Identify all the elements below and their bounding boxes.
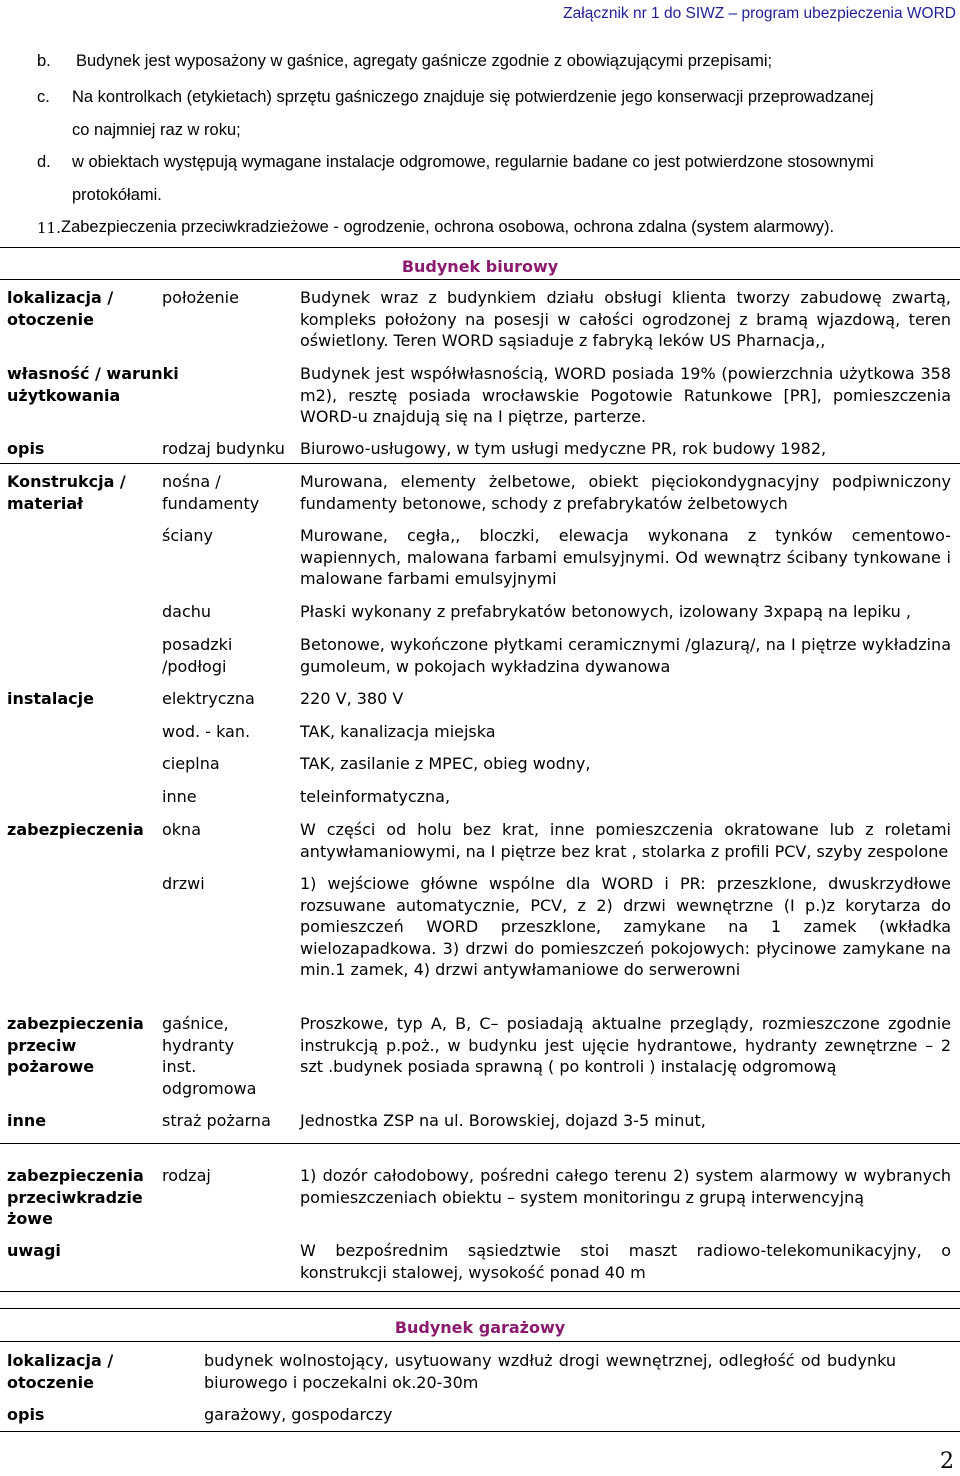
list-marker-c: c. bbox=[37, 88, 50, 106]
row-okna-sub: okna bbox=[162, 820, 201, 839]
row-wlasnosc-label: własność / warunki użytkowania bbox=[7, 364, 179, 405]
row-divider bbox=[0, 463, 960, 464]
row-opis-label: opis bbox=[7, 439, 45, 458]
list-item-11: Zabezpieczenia przeciwkradzieżowe - ogrodzenie, ochrona osobowa, ochrona zdalna (system alarmowy). bbox=[61, 218, 835, 236]
row-elektryczna-value: 220 V, 380 V bbox=[300, 689, 404, 708]
row-instalacje-label: instalacje bbox=[7, 689, 94, 708]
row-przeciwkradziezowe-sub: rodzaj bbox=[162, 1166, 211, 1185]
row-g-opis-label: opis bbox=[7, 1405, 45, 1424]
row-konstrukcja-label: Konstrukcja / materiał bbox=[7, 472, 126, 513]
row-cieplna-value: TAK, zasilanie z MPEC, obieg wodny, bbox=[300, 754, 591, 773]
row-wlasnosc-value: Budynek jest współwłasnością, WORD posiada 19% (powierzchnia użytkowa 358 m2), resztę posiada wrocławskie Pogotowie Ratunkowe [PR], pomieszczenia WORD-u znajdują się na I piętrze, parterze. bbox=[300, 364, 951, 427]
row-lokalizacja-label: lokalizacja / otoczenie bbox=[7, 288, 114, 329]
table-title-garazowy: Budynek garażowy bbox=[394, 1318, 566, 1337]
table-header-border bbox=[0, 279, 960, 280]
row-ppoz-value: Proszkowe, typ A, B, C– posiadają aktualne przeglądy, rozmieszczone zgodnie instrukcją p.poż., w budynku jest ujęcie hydrantowe, hydranty zewnętrzne – 2 szt .budynek posiada sprawną ( po kontroli ) instalację odgromową bbox=[300, 1014, 951, 1077]
row-inne-label: inne bbox=[7, 1111, 47, 1130]
row-przeciwkradziezowe-value: 1) dozór całodobowy, pośredni całego terenu 2) system alarmowy w wybranych pomieszczeniach obiektu – system monitoringu z grupą interwencyjną bbox=[300, 1166, 951, 1207]
table-title-biurowy: Budynek biurowy bbox=[401, 257, 559, 276]
row-inne-value: Jednostka ZSP na ul. Borowskiej, dojazd 3-5 minut, bbox=[300, 1111, 706, 1130]
row-g-opis-value: garażowy, gospodarczy bbox=[204, 1405, 393, 1424]
row-drzwi-sub: drzwi bbox=[162, 874, 205, 893]
row-lokalizacja-value: Budynek wraz z budynkiem działu obsługi klienta tworzy zabudowę zwartą, kompleks położony na posesji w całości ogrodzonej z bramą wjazdową, teren oświetlony. Teren WORD sąsiaduje z fabryką leków US Pharnacja,, bbox=[300, 288, 951, 351]
list-item-d-line1: w obiektach występują wymagane instalacje odgromowe, regularnie badane co jest potwierdzone stosownymi bbox=[72, 153, 874, 171]
row-inne-inst-value: teleinformatyczna, bbox=[300, 787, 451, 806]
list-item-d-line2: protokółami. bbox=[72, 186, 162, 204]
row-posadzki-sub: posadzki /podłogi bbox=[162, 635, 233, 676]
document-header: Załącznik nr 1 do SIWZ – program ubezpieczenia WORD bbox=[563, 5, 956, 22]
row-przeciwkradziezowe-label: zabezpieczenia przeciwkradzie żowe bbox=[7, 1166, 144, 1229]
row-dachu-sub: dachu bbox=[162, 602, 212, 621]
row-g-lokalizacja-label: lokalizacja / otoczenie bbox=[7, 1351, 114, 1392]
row-opis-value: Biurowo-usługowy, w tym usługi medyczne PR, rok budowy 1982, bbox=[300, 439, 827, 458]
row-ppoz-sub: gaśnice, hydranty inst. odgromowa bbox=[162, 1014, 257, 1098]
list-marker-d: d. bbox=[37, 153, 51, 171]
row-g-lokalizacja-value: budynek wolnostojący, usytuowany wzdłuż drogi wewnętrznej, odległość od budynku biurowego i poczekalni ok.20-30m bbox=[204, 1351, 896, 1392]
table2-top-border bbox=[0, 1308, 960, 1309]
row-sciany-value: Murowane, cegła,, bloczki, elewacja wykonana z tynków cementowo-wapiennych, malowana farbami emulsyjnymi. Od wewnątrz ścibany tynkowane i malowane farbami emulsyjnymi bbox=[300, 526, 951, 589]
row-inne-sub: straż pożarna bbox=[162, 1111, 271, 1130]
row-cieplna-sub: cieplna bbox=[162, 754, 220, 773]
table-top-border bbox=[0, 247, 960, 248]
row-wodkan-sub: wod. - kan. bbox=[162, 722, 251, 741]
table-bottom-border bbox=[0, 1291, 960, 1292]
row-inne-inst-sub: inne bbox=[162, 787, 197, 806]
row-zabezpieczenia-label: zabezpieczenia bbox=[7, 820, 144, 839]
row-nosna-value: Murowana, elementy żelbetowe, obiekt pięciokondygnacyjny podpiwniczony fundamenty betonowe, schody z prefabrykatów żelbetowych bbox=[300, 472, 951, 513]
list-item-c-line2: co najmniej raz w roku; bbox=[72, 121, 241, 139]
row-dachu-value: Płaski wykonany z prefabrykatów betonowych, izolowany 3xpapą na lepiku , bbox=[300, 602, 911, 621]
list-number-11: 11. bbox=[37, 219, 61, 237]
row-posadzki-value: Betonowe, wykończone płytkami ceramicznymi /glazurą/, na I piętrze wykładzina gumoleum, w pokojach wykładzina dywanowa bbox=[300, 635, 951, 676]
row-wodkan-value: TAK, kanalizacja miejska bbox=[300, 722, 496, 741]
row-uwagi-value: W bezpośrednim sąsiedztwie stoi maszt radiowo-telekomunikacyjny, o konstrukcji stalowej, wysokość ponad 40 m bbox=[300, 1241, 951, 1282]
row-lokalizacja-sub: położenie bbox=[162, 288, 239, 307]
row-uwagi-label: uwagi bbox=[7, 1241, 61, 1260]
page-number: 2 bbox=[940, 1449, 954, 1474]
row-elektryczna-sub: elektryczna bbox=[162, 689, 255, 708]
table2-bottom-border bbox=[0, 1431, 960, 1432]
row-divider bbox=[0, 1143, 960, 1144]
row-nosna-sub: nośna / fundamenty bbox=[162, 472, 260, 513]
list-item-b: Budynek jest wyposażony w gaśnice, agregaty gaśnicze zgodnie z obowiązującymi przepisami; bbox=[76, 52, 773, 70]
list-marker-b: b. bbox=[37, 52, 51, 70]
list-item-c-line1: Na kontrolkach (etykietach) sprzętu gaśniczego znajduje się potwierdzenie jego konserwacji przeprowadzanej bbox=[72, 88, 874, 106]
row-sciany-sub: ściany bbox=[162, 526, 213, 545]
table2-header-border bbox=[0, 1341, 960, 1342]
row-drzwi-value: 1) wejściowe główne wspólne dla WORD i PR: przeszklone, dwuskrzydłowe rozsuwane automatycznie, PCV, z 2) drzwi wewnętrzne (I p.)z korytarza do pomieszczeń WORD przeszklone, zamykane na 1 zamek (wkładka wielozapadkowa. 3) drzwi do pomieszczeń pokojowych: płycinowe zamykane na min.1 zamek, 4) drzwi antywłamaniowe do serwerowni bbox=[300, 874, 951, 980]
row-okna-value: W części od holu bez krat, inne pomieszczenia okratowane lub z roletami antywłamaniowymi, na I piętrze bez krat , stolarka z profili PCV, szyby zespolone bbox=[300, 820, 951, 861]
row-ppoz-label: zabezpieczenia przeciw pożarowe bbox=[7, 1014, 144, 1077]
row-opis-sub: rodzaj budynku bbox=[162, 439, 285, 458]
